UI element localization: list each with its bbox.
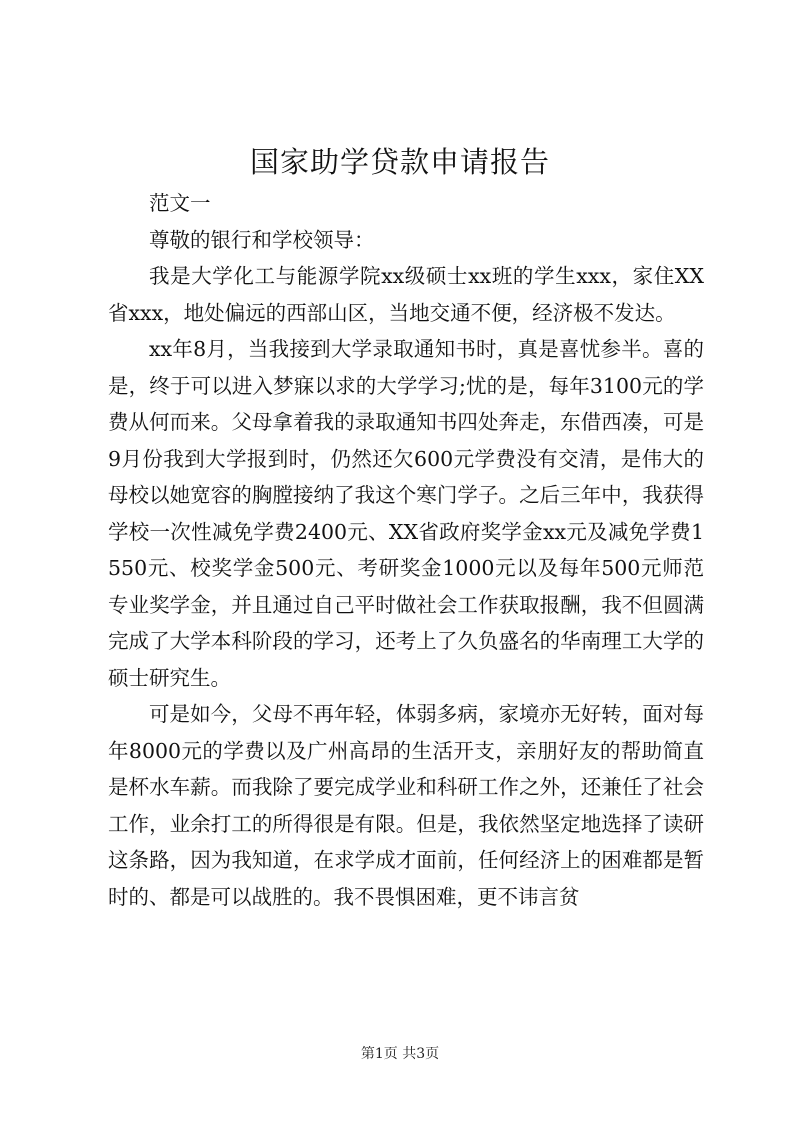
paragraph-history: xx年8月，当我接到大学录取通知书时，真是喜忧参半。喜的是，终于可以进入梦寐以求的大学学习;忧的是，每年3100元的学费从何而来。父母拿着我的录取通知书四处奔走，东借西凑，可是9月份我到大学报到时，仍然还欠600元学费没有交清，是伟大的母校以她宽容的胸膛接纳了我这个寒门学子。之后三年中，我获得学校一次性减免学费2400元、XX省政府奖学金xx元及减免学费1550元、校奖学金500元、考研奖金1000元以及每年500元师范专业奖学金，并且通过自己平时做社会工作获取报酬，我不但圆满完成了大学本科阶段的学习，还考上了久负盛名的华南理工大学的硕士研究生。	[108, 337, 704, 690]
document-title: 国家助学贷款申请报告	[249, 145, 550, 179]
paragraph-current-situation: 可是如今，父母不再年轻，体弱多病，家境亦无好转，面对每年8000元的学费以及广州高昂的生活开支，亲朋好友的帮助简直是杯水车薪。而我除了要完成学业和科研工作之外，还兼任了社会工作，业余打工的所得很是有限。但是，我依然坚定地选择了读研这条路，因为我知道，在求学成才面前，任何经济上的困难都是暂时的、都是可以战胜的。我不畏惧困难，更不讳言贫	[108, 702, 704, 909]
page-number-footer: 第1页 共3页	[360, 1046, 440, 1062]
document-body	[108, 185, 704, 915]
paragraph-salutation-heading: 范文一	[149, 191, 211, 215]
paragraph-greeting: 尊敬的银行和学校领导：	[149, 227, 375, 252]
paragraph-introduction: 我是大学化工与能源学院xx级硕士xx班的学生xxx，家住XX省xxx，地处偏远的西部山区，当地交通不便，经济极不发达。	[108, 264, 704, 325]
